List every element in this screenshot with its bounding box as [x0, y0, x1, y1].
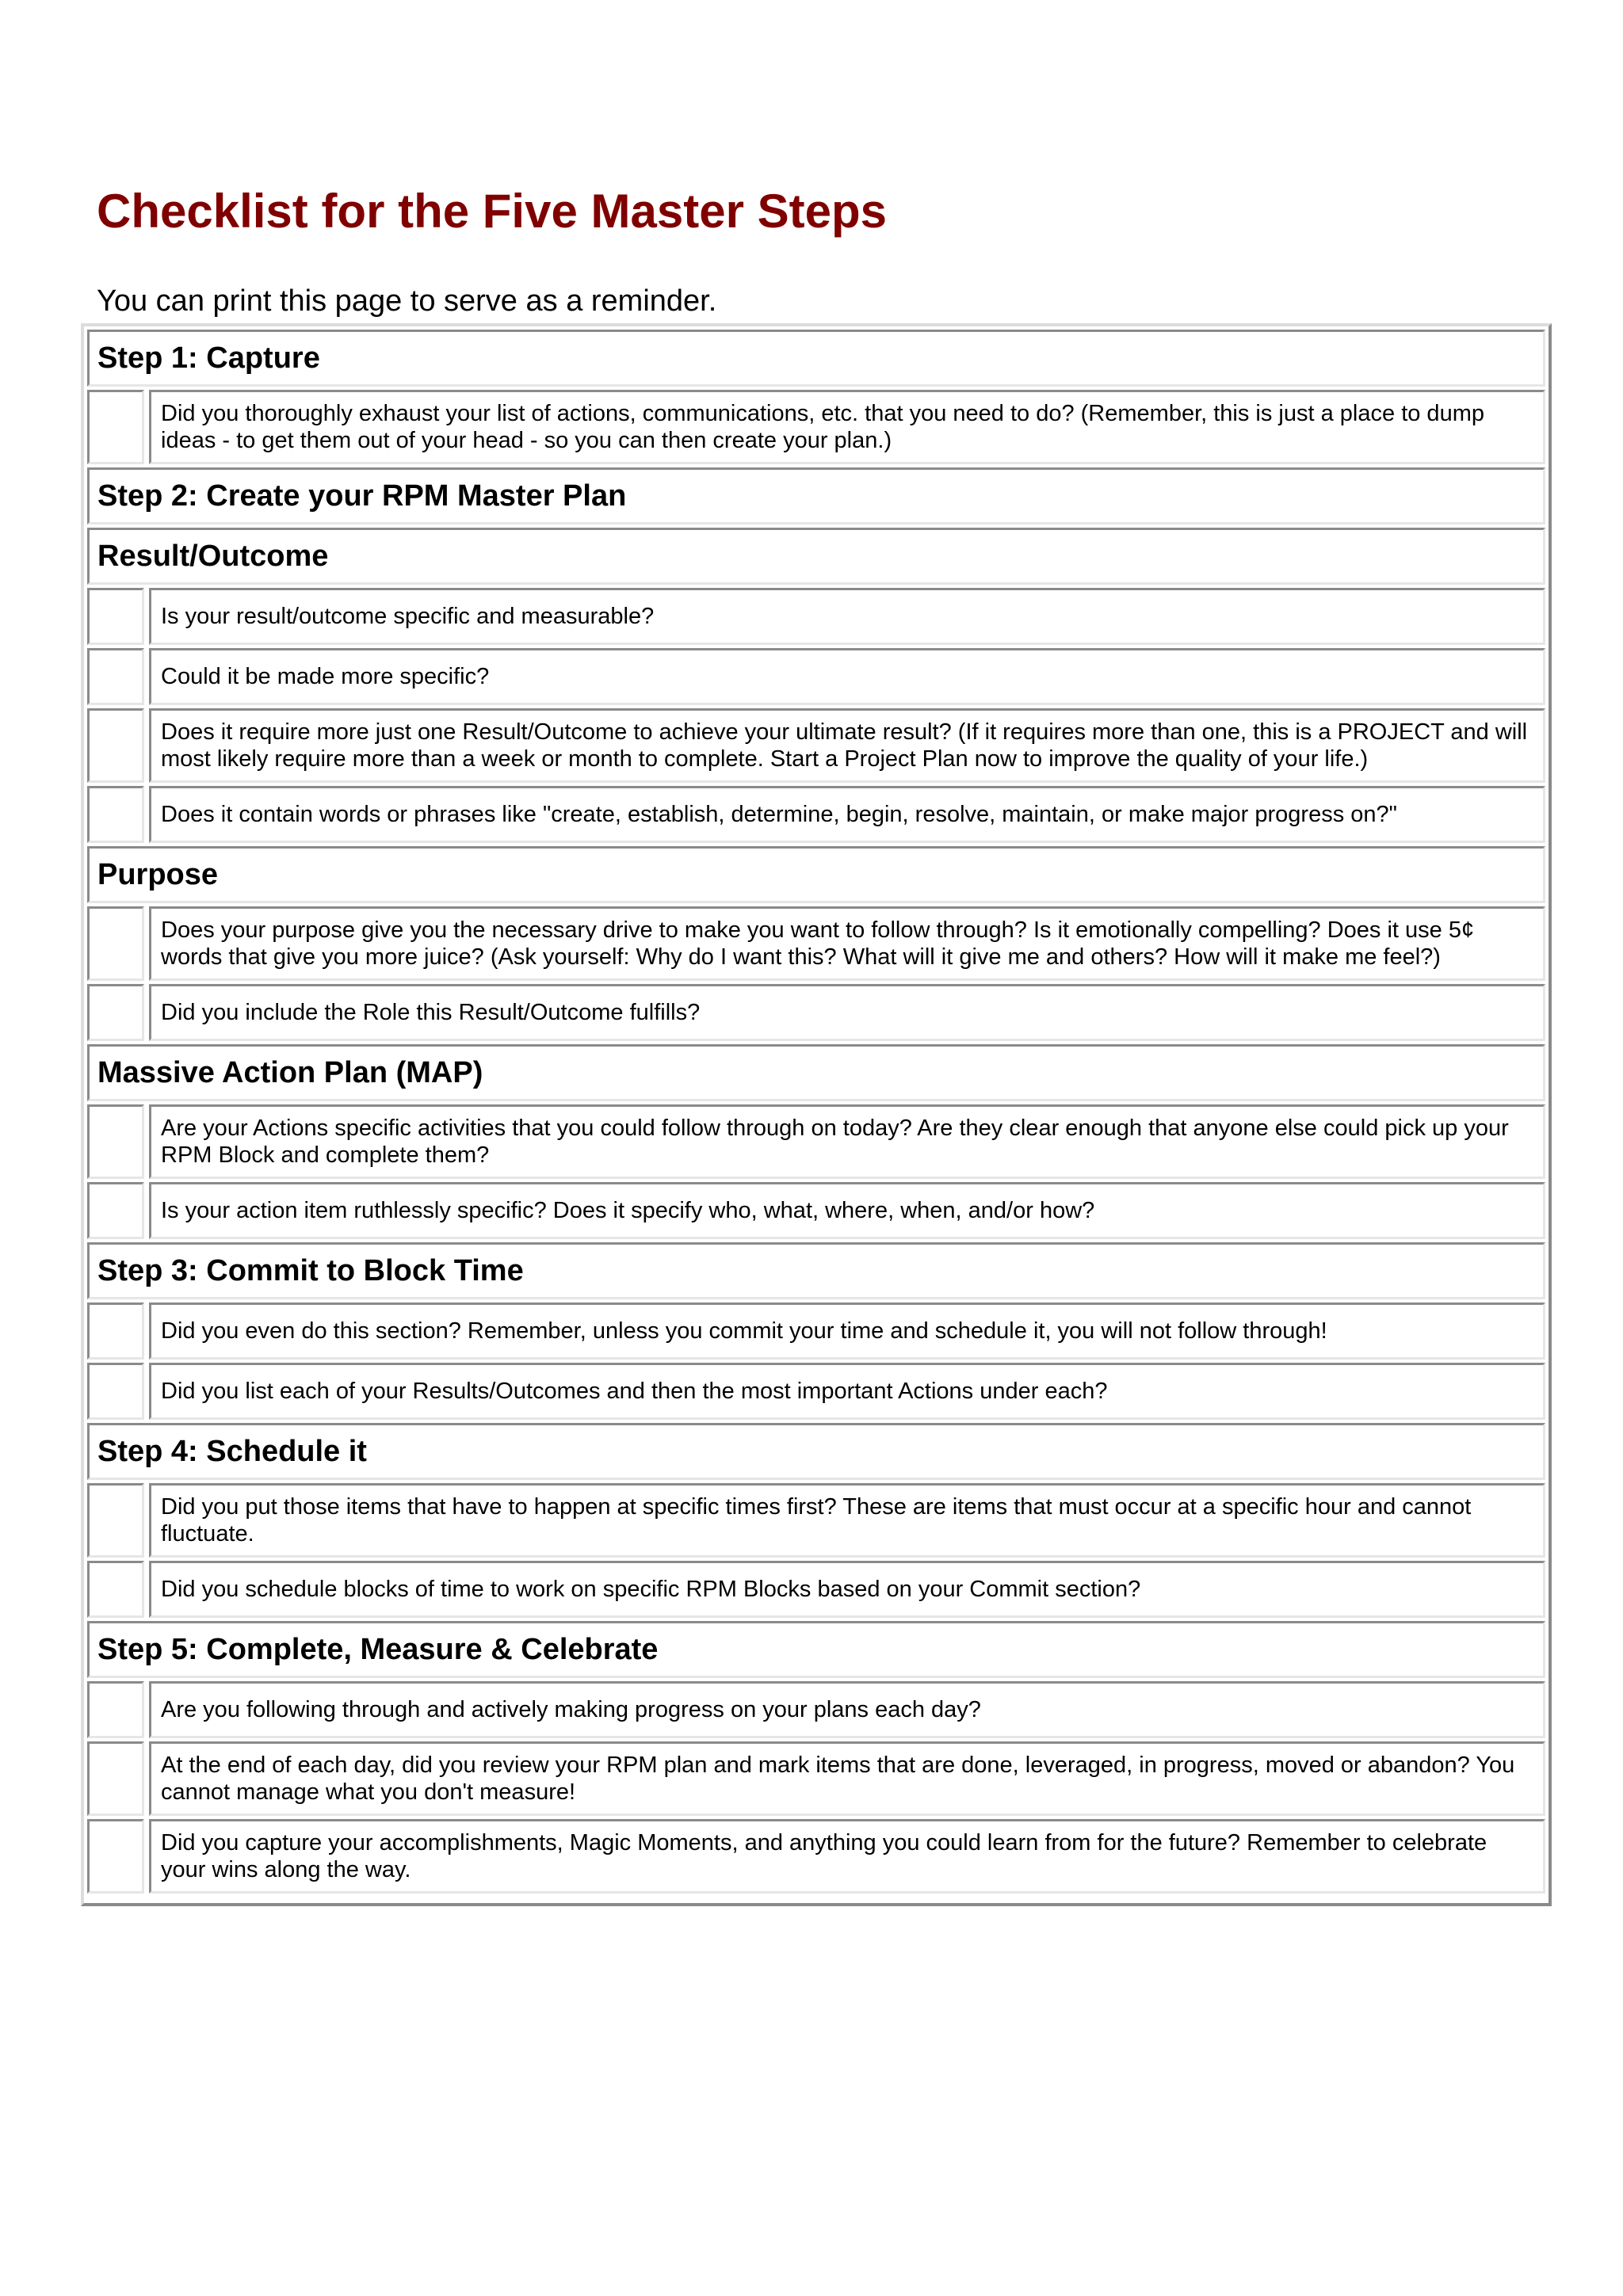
section-header-label: Purpose: [87, 846, 1545, 903]
checklist-row: [87, 1104, 1545, 1179]
checklist-item-text: Did you even do this section? Remember, unless you commit your time and schedule it, you will not follow through!: [149, 1302, 1545, 1360]
checklist-item-text: Is your result/outcome specific and measurable?: [149, 588, 1545, 645]
checklist-row: [87, 984, 1545, 1041]
checklist-item-text: Did you include the Role this Result/Outcome fulfills?: [149, 984, 1545, 1041]
checklist-row: [87, 1363, 1545, 1420]
checklist-item-text: Could it be made more specific?: [149, 648, 1545, 705]
section-header-label: Step 5: Complete, Measure & Celebrate: [87, 1621, 1545, 1678]
checklist-item-text: Are you following through and actively making progress on your plans each day?: [149, 1681, 1545, 1738]
checklist-item-text: Are your Actions specific activities that you could follow through on today? Are they clear enough that anyone else could pick up your RPM Block and complete them?: [149, 1104, 1545, 1179]
checkbox-cell[interactable]: [87, 906, 144, 981]
checkbox-cell[interactable]: [87, 1819, 144, 1894]
section-header-label: Step 1: Capture: [87, 330, 1545, 387]
section-header-step-1: [87, 330, 1545, 387]
section-header-step-2: [87, 467, 1545, 524]
checkbox-cell[interactable]: [87, 708, 144, 783]
checklist-row: [87, 708, 1545, 783]
subsection-header-result-outcome: [87, 528, 1545, 585]
checklist-row: [87, 648, 1545, 705]
checkbox-cell[interactable]: [87, 1363, 144, 1420]
checklist-item-text: Does your purpose give you the necessary drive to make you want to follow through? Is it emotionally compelling? Does it use 5¢ words that give you more juice? (Ask yourself: Why do I want this? What will it give me and others? How will it make me feel?): [149, 906, 1545, 981]
checkbox-cell[interactable]: [87, 1561, 144, 1618]
section-header-step-3: [87, 1242, 1545, 1299]
checklist-row: [87, 1681, 1545, 1738]
checklist-row: [87, 390, 1545, 464]
checklist-item-text: Did you schedule blocks of time to work on specific RPM Blocks based on your Commit section?: [149, 1561, 1545, 1618]
checklist-row: [87, 786, 1545, 843]
checkbox-cell[interactable]: [87, 648, 144, 705]
checkbox-cell[interactable]: [87, 1182, 144, 1239]
section-header-step-4: [87, 1423, 1545, 1480]
section-header-step-5: [87, 1621, 1545, 1678]
checkbox-cell[interactable]: [87, 984, 144, 1041]
checklist-row: [87, 588, 1545, 645]
checklist-table: [81, 323, 1552, 1906]
checklist-item-text: Does it contain words or phrases like "create, establish, determine, begin, resolve, maintain, or make major progress on?": [149, 786, 1545, 843]
checkbox-cell[interactable]: [87, 786, 144, 843]
checklist-item-text: At the end of each day, did you review your RPM plan and mark items that are done, leveraged, in progress, moved or abandon? You cannot manage what you don't measure!: [149, 1741, 1545, 1816]
section-header-label: Massive Action Plan (MAP): [87, 1044, 1545, 1101]
section-header-label: Step 4: Schedule it: [87, 1423, 1545, 1480]
checklist-row: [87, 1483, 1545, 1558]
checkbox-cell[interactable]: [87, 1104, 144, 1179]
checkbox-cell[interactable]: [87, 1741, 144, 1816]
checklist-item-text: Did you capture your accomplishments, Magic Moments, and anything you could learn from for the future? Remember to celebrate your wins along the way.: [149, 1819, 1545, 1894]
checklist-item-text: Did you thoroughly exhaust your list of actions, communications, etc. that you need to do? (Remember, this is just a place to dump ideas - to get them out of your head - so you can then create your plan.): [149, 390, 1545, 464]
checklist-item-text: Did you put those items that have to happen at specific times first? These are items that must occur at a specific hour and cannot fluctuate.: [149, 1483, 1545, 1558]
checkbox-cell[interactable]: [87, 1681, 144, 1738]
checkbox-cell[interactable]: [87, 588, 144, 645]
checklist-row: [87, 906, 1545, 981]
subsection-header-purpose: [87, 846, 1545, 903]
page-subtitle: You can print this page to serve as a reminder.: [97, 284, 717, 318]
checklist-item-text: Did you list each of your Results/Outcomes and then the most important Actions under each?: [149, 1363, 1545, 1420]
checklist-row: [87, 1302, 1545, 1360]
subsection-header-map: [87, 1044, 1545, 1101]
section-header-label: Step 2: Create your RPM Master Plan: [87, 467, 1545, 524]
checklist-row: [87, 1561, 1545, 1618]
checklist-row: [87, 1182, 1545, 1239]
checklist-item-text: Is your action item ruthlessly specific? Does it specify who, what, where, when, and/or how?: [149, 1182, 1545, 1239]
checklist-item-text: Does it require more just one Result/Outcome to achieve your ultimate result? (If it requires more than one, this is a PROJECT and will most likely require more than a week or month to complete. Start a Project Plan now to improve the quality of your life.): [149, 708, 1545, 783]
checklist-row: [87, 1741, 1545, 1816]
checkbox-cell[interactable]: [87, 390, 144, 464]
section-header-label: Step 3: Commit to Block Time: [87, 1242, 1545, 1299]
checklist-row: [87, 1819, 1545, 1894]
checkbox-cell[interactable]: [87, 1483, 144, 1558]
checkbox-cell[interactable]: [87, 1302, 144, 1360]
section-header-label: Result/Outcome: [87, 528, 1545, 585]
page-title: Checklist for the Five Master Steps: [97, 185, 887, 238]
